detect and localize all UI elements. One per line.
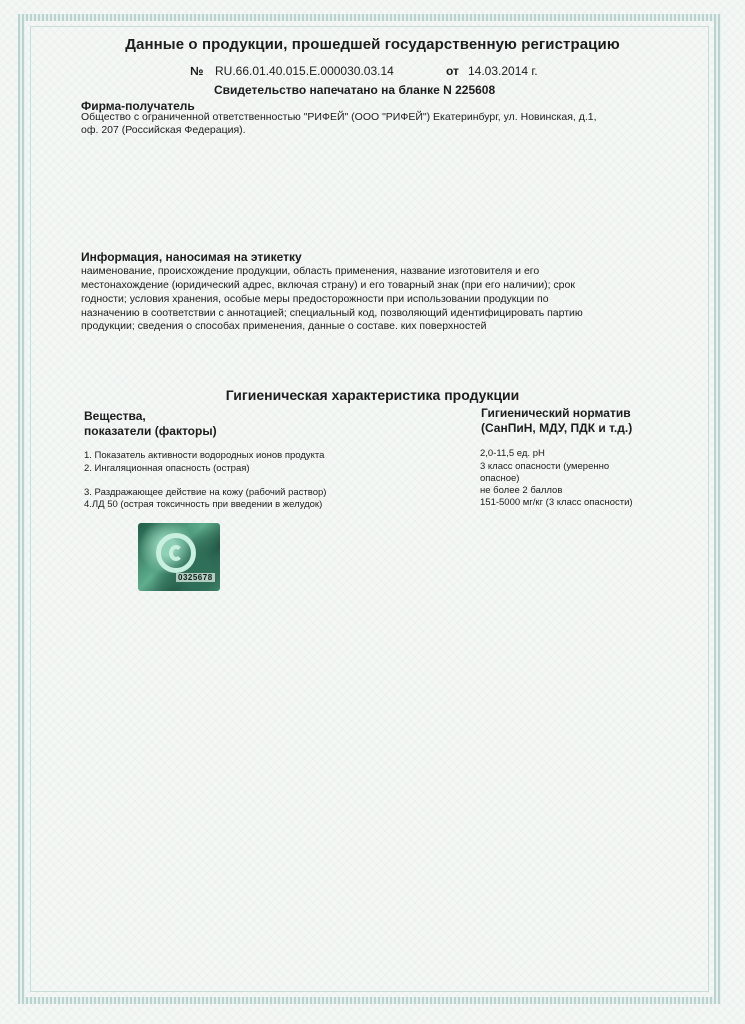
substance-item: 3. Раздражающее действие на кожу (рабочий раствор) bbox=[84, 487, 327, 498]
registration-number: RU.66.01.40.015.E.000030.03.14 bbox=[215, 64, 394, 78]
substance-item: 2. Ингаляционная опасность (острая) bbox=[84, 463, 250, 474]
substances-heading-2: показатели (факторы) bbox=[84, 424, 217, 438]
substances-heading-1: Вещества, bbox=[84, 409, 146, 423]
label-info-line: местонахождение (юридический адрес, включая страну) и его товарный знак (при его наличии); срок bbox=[81, 279, 575, 291]
norm-item: 151-5000 мг/кг (3 класс опасности) bbox=[480, 497, 633, 508]
norms-heading-2: (СанПиН, МДУ, ПДК и т.д.) bbox=[481, 421, 633, 435]
norm-item: 2,0-11,5 ед. рН bbox=[480, 448, 545, 459]
registration-date: 14.03.2014 г. bbox=[468, 64, 538, 78]
blank-number-line: Свидетельство напечатано на бланке N 225608 bbox=[214, 83, 496, 97]
hologram-number: 0325678 bbox=[178, 573, 213, 582]
hygiene-heading: Гигиеническая характеристика продукции bbox=[225, 387, 520, 403]
substance-item: 4.ЛД 50 (острая токсичность при введении в желудок) bbox=[84, 499, 323, 510]
hologram-letter-icon bbox=[169, 545, 183, 561]
recipient-line-2: оф. 207 (Российская Федерация). bbox=[81, 124, 246, 136]
number-sign: № bbox=[190, 64, 204, 78]
norm-item: не более 2 баллов bbox=[480, 485, 563, 496]
registration-number-label bbox=[190, 64, 203, 78]
label-info-line: продукции; сведения о способах применения, данные о составе. ких поверхностей bbox=[81, 320, 487, 332]
label-info-line: назначению в соответствии с аннотацией; специальный код, позволяющий идентифицировать партию bbox=[81, 307, 583, 319]
substance-item: 1. Показатель активности водородных ионов продукта bbox=[84, 450, 325, 461]
norm-item: 3 класс опасности (умеренно bbox=[480, 461, 610, 472]
registration-date-label: от bbox=[446, 64, 459, 78]
hologram-seal bbox=[138, 523, 220, 591]
document-title: Данные о продукции, прошедшей государственную регистрацию bbox=[125, 36, 620, 53]
recipient-heading: Фирма-получатель bbox=[81, 99, 195, 113]
norms-heading-1: Гигиенический норматив bbox=[481, 406, 631, 420]
norm-item: опасное) bbox=[480, 473, 520, 484]
recipient-line-1: Общество с ограниченной ответственностью "РИФЕЙ" (ООО "РИФЕЙ") Екатеринбург, ул. Новинская, д.1, bbox=[81, 111, 597, 123]
label-info-heading: Информация, наносимая на этикетку bbox=[81, 250, 302, 264]
label-info-line: годности; условия хранения, особые меры предосторожности при использовании продукции по bbox=[81, 293, 549, 305]
label-info-line: наименование, происхождение продукции, область применения, название изготовителя и его bbox=[81, 265, 540, 277]
